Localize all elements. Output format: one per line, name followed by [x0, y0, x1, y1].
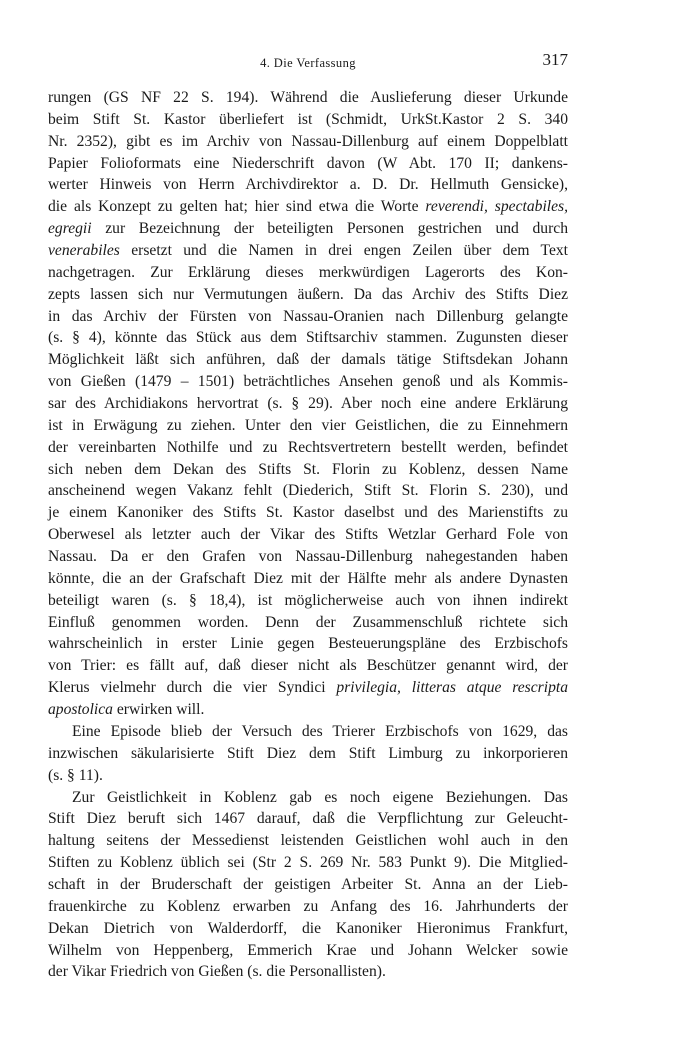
text-line [48, 371, 568, 393]
text-line [48, 765, 568, 787]
paragraph [48, 721, 568, 787]
text-span: Dekan Dietrich von Walderdorff, die Kanoniker Hieronimus Frankfurt, [48, 919, 568, 937]
text-span: (s. § 4), könnte das Stück aus dem Stiftsarchiv stammen. Zugunsten dieser [48, 329, 568, 347]
text-span: (s. § 11). [48, 766, 103, 784]
text-line [48, 940, 568, 962]
text-line [48, 284, 568, 306]
text-span: könnte, die an der Grafschaft Diez mit der Hälfte mehr als andere Dynasten [48, 569, 568, 587]
text-line [48, 524, 568, 546]
text-span: Nr. 2352), gibt es im Archiv von Nassau-Dillenburg auf einem Doppelblatt [48, 132, 568, 150]
text-line [48, 896, 568, 918]
page-number: 317 [542, 50, 568, 69]
text-line [48, 721, 568, 743]
text-line [48, 174, 568, 196]
text-line [48, 131, 568, 153]
text-span: Nassau. Da er den Grafen von Nassau-Dillenburg nahegestanden haben [48, 548, 568, 566]
text-span: ist in Erwägung zu ziehen. Unter den vier Geistlichen, die zu Einnehmern [48, 416, 568, 434]
text-line [48, 808, 568, 830]
text-line [48, 546, 568, 568]
italic-text: reverendi, spectabiles, [425, 198, 568, 216]
italic-text: venerabiles [48, 242, 120, 260]
running-head: 4. Die Verfassung [260, 56, 356, 70]
text-span: der Vikar Friedrich von Gießen (s. die Personallisten). [48, 963, 386, 981]
text-line [48, 218, 568, 240]
text-span: erwirken will. [112, 701, 205, 719]
text-line [48, 787, 568, 809]
text-line [48, 349, 568, 371]
text-line [48, 327, 568, 349]
text-span: zur Bezeichnung der beteiligten Personen gestrichen und durch [91, 220, 568, 238]
text-span: Wilhelm von Heppenberg, Emmerich Krae und Johann Welcker sowie [48, 941, 568, 959]
text-line [48, 262, 568, 284]
text-span: Stiften zu Koblenz üblich sei (Str 2 S. 269 Nr. 583 Punkt 9). Die Mitglied- [48, 854, 568, 872]
text-line [48, 699, 568, 721]
text-line [48, 612, 568, 634]
text-span: die als Konzept zu gelten hat; hier sind etwa die Worte [48, 198, 426, 216]
text-span: Papier Folioformats eine Niederschrift davon (W Abt. 170 II; dankens- [48, 154, 568, 172]
text-line [48, 502, 568, 524]
text-span: frauenkirche zu Koblenz erwarben zu Anfang des 16. Jahrhunderts der [48, 897, 568, 915]
text-span: je einem Kanoniker des Stifts St. Kastor daselbst und des Marienstifts zu [48, 504, 568, 522]
text-span: Zur Geistlichkeit in Koblenz gab es noch eigene Beziehungen. Das [72, 788, 568, 806]
text-span: der vereinbarten Nothilfe und zu Rechtsvertretern bestellt werden, befindet [48, 438, 568, 456]
text-line [48, 918, 568, 940]
italic-text: apostolica [48, 701, 113, 719]
text-span: sar des Archidiakons hervortrat (s. § 29). Aber noch eine andere Erklärung [48, 395, 568, 413]
text-line [48, 196, 568, 218]
text-line [48, 306, 568, 328]
text-span: in das Archiv der Fürsten von Nassau-Oranien nach Dillenburg gelangte [48, 307, 568, 325]
text-line [48, 415, 568, 437]
text-span: Oberwesel als letzter auch der Vikar des Stifts Wetzlar Gerhard Fole von [48, 526, 568, 544]
text-line [48, 677, 568, 699]
text-line [48, 633, 568, 655]
paragraph [48, 787, 568, 984]
text-line [48, 830, 568, 852]
text-line [48, 87, 568, 109]
text-line [48, 852, 568, 874]
text-span: Stift Diez beruft sich 1467 darauf, daß die Verpflichtung zur Geleucht- [48, 810, 568, 828]
text-span: haltung seitens der Messedienst leistenden Geistlichen wohl auch in den [48, 832, 568, 850]
text-span: schaft in der Bruderschaft der geistigen Arbeiter St. Anna an der Lieb- [48, 875, 568, 893]
body-text [48, 87, 568, 983]
text-span: sich neben dem Dekan des Stifts St. Florin zu Koblenz, dessen Name [48, 460, 568, 478]
paragraph [48, 87, 568, 721]
text-span: beim Stift St. Kastor überliefert ist (Schmidt, UrkSt.Kastor 2 S. 340 [48, 110, 568, 128]
text-span: werter Hinweis von Herrn Archivdirektor a. D. Dr. Hellmuth Gensicke), [48, 176, 568, 194]
page-header [48, 50, 568, 74]
text-span: zepts lassen sich nur Vermutungen äußern. Da das Archiv des Stifts Diez [48, 285, 568, 303]
italic-text: privilegia, litteras atque rescripta [336, 679, 568, 697]
text-line [48, 743, 568, 765]
text-span: Klerus vielmehr durch die vier Syndici [48, 679, 337, 697]
text-span: von Trier: es fällt auf, daß dieser nicht als Beschützer genannt wird, der [48, 657, 568, 675]
text-span: anscheinend wegen Vakanz fehlt (Diederich, Stift St. Florin S. 230), und [48, 482, 568, 500]
text-line [48, 437, 568, 459]
text-line [48, 655, 568, 677]
text-span: rungen (GS NF 22 S. 194). Während die Auslieferung dieser Urkunde [48, 89, 568, 106]
text-span: Eine Episode blieb der Versuch des Trierer Erzbischofs von 1629, das [72, 722, 568, 740]
text-line [48, 961, 568, 983]
text-line [48, 153, 568, 175]
text-span: beteiligt waren (s. § 18,4), ist möglicherweise auch von ihnen indirekt [48, 591, 568, 609]
text-line [48, 109, 568, 131]
text-span: von Gießen (1479 – 1501) beträchtliches Ansehen genoß und als Kommis- [48, 373, 568, 391]
text-span: nachgetragen. Zur Erklärung dieses merkwürdigen Lagerorts des Kon- [48, 263, 568, 281]
text-line [48, 480, 568, 502]
text-span: wahrscheinlich in erster Linie gegen Besteuerungspläne des Erzbischofs [48, 635, 568, 653]
text-span: inzwischen säkularisierte Stift Diez dem Stift Limburg zu inkorporieren [48, 744, 568, 762]
text-span: Einfluß genommen worden. Denn der Zusammenschluß richtete sich [48, 613, 568, 631]
text-line [48, 240, 568, 262]
text-span: ersetzt und die Namen in drei engen Zeilen über dem Text [119, 242, 568, 260]
text-line [48, 874, 568, 896]
italic-text: egregii [48, 220, 92, 238]
text-line [48, 393, 568, 415]
text-line [48, 590, 568, 612]
text-line [48, 568, 568, 590]
text-line [48, 459, 568, 481]
text-span: Möglichkeit läßt sich anführen, daß der damals tätige Stiftsdekan Johann [48, 351, 568, 369]
